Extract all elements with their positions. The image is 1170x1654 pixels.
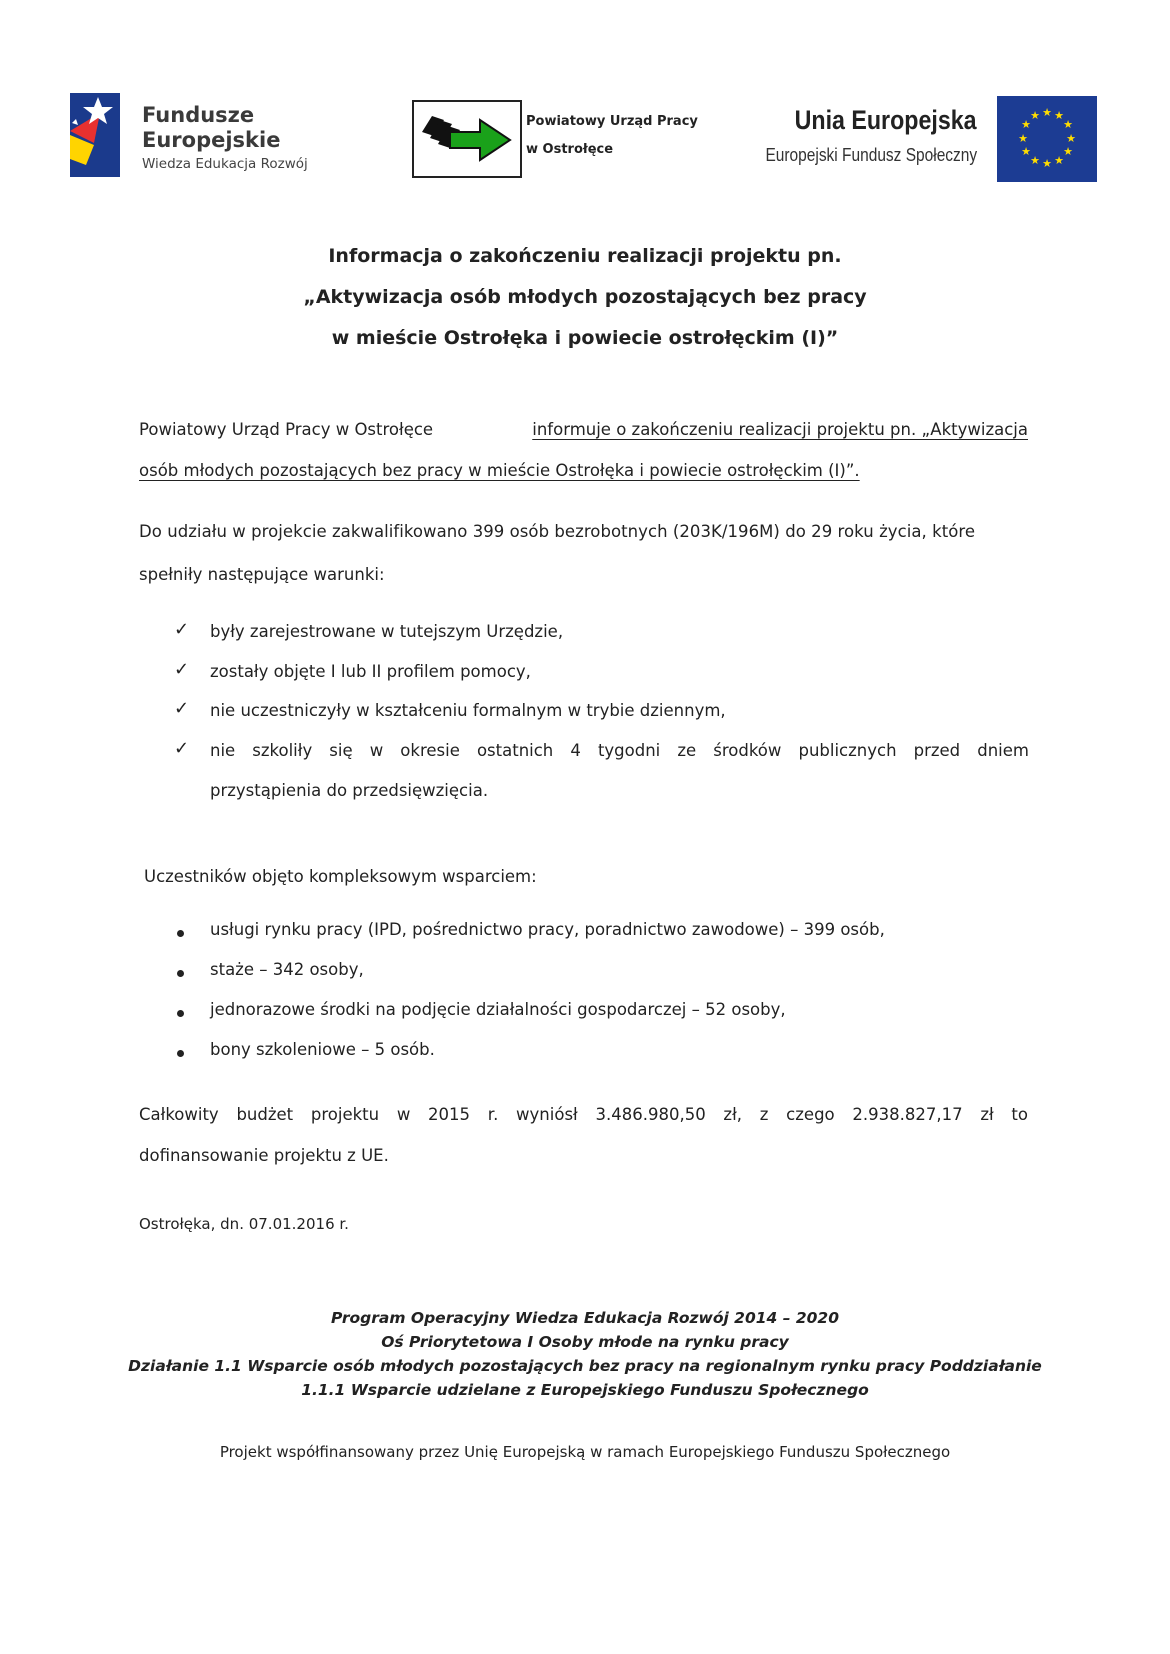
condition-item: były zarejestrowane w tutejszym Urzędzie, <box>210 622 564 641</box>
budget-line-2: dofinansowanie projektu z UE. <box>139 1146 389 1165</box>
fe-logo-line1: Fundusze <box>142 103 255 127</box>
intro-line-2 <box>139 461 1028 480</box>
document-title <box>120 236 1050 359</box>
fundusze-europejskie-logo <box>70 93 360 183</box>
condition-item: zostały objęte I lub II profilem pomocy, <box>210 662 531 681</box>
eu-flag-icon <box>997 96 1097 182</box>
support-item: usługi rynku pracy (IPD, pośrednictwo pracy, poradnictwo zawodowe) – 399 osób, <box>210 920 885 939</box>
intro-line-1 <box>139 420 1028 439</box>
place-date: Ostrołęka, dn. 07.01.2016 r. <box>139 1215 349 1233</box>
bullet-icon <box>177 1010 184 1017</box>
pup-logo-box <box>412 100 522 178</box>
svg-text:★: ★ <box>1054 109 1064 122</box>
title-line-2: „Aktywizacja osób młodych pozostających bez pracy <box>303 286 867 308</box>
intro-plain: Powiatowy Urząd Pracy w Ostrołęce <box>139 420 434 439</box>
pup-logo-line1: Powiatowy Urząd Pracy <box>526 114 698 129</box>
budget-line-1 <box>139 1105 1028 1124</box>
pup-logo <box>412 100 702 180</box>
eligibility-line-2: spełniły następujące warunki: <box>139 565 385 584</box>
bullet-icon <box>177 1050 184 1057</box>
support-item: jednorazowe środki na podjęcie działalności gospodarczej – 52 osoby, <box>210 1000 786 1019</box>
bullet-icon <box>177 930 184 937</box>
svg-text:★: ★ <box>1021 118 1031 131</box>
pup-logo-line2: w Ostrołęce <box>526 142 614 157</box>
svg-text:★: ★ <box>1042 106 1052 119</box>
ue-logo-subtitle: Europejski Fundusz Społeczny <box>765 145 977 165</box>
condition-item <box>210 741 1029 760</box>
check-icon: ✓ <box>174 698 190 718</box>
check-icon: ✓ <box>174 619 190 639</box>
fe-logo-subtitle: Wiedza Edukacja Rozwój <box>142 156 308 172</box>
program-line: Działanie 1.1 Wsparcie osób młodych pozostających bez pracy na regionalnym rynku pracy Poddziałanie <box>128 1357 1042 1375</box>
svg-text:★: ★ <box>1021 145 1031 158</box>
program-line: Program Operacyjny Wiedza Edukacja Rozwój 2014 – 2020 <box>330 1309 840 1327</box>
unia-europejska-logo <box>757 93 1097 185</box>
cofinancing-note: Projekt współfinansowany przez Unię Europejską w ramach Europejskiego Funduszu Społecznego <box>219 1443 951 1461</box>
title-line-1: Informacja o zakończeniu realizacji projektu pn. <box>328 245 842 267</box>
condition-item: nie uczestniczyły w kształceniu formalnym w trybie dziennym, <box>210 701 726 720</box>
svg-text:★: ★ <box>1063 118 1073 131</box>
program-line: 1.1.1 Wsparcie udzielane z Europejskiego Funduszu Społecznego <box>301 1381 869 1399</box>
condition-item-text: nie szkoliły się w okresie ostatnich 4 tygodni ze środków publicznych przed dniem <box>210 741 1029 760</box>
support-heading: Uczestników objęto kompleksowym wsparciem: <box>144 867 537 886</box>
arrow-right-icon <box>414 102 520 176</box>
fe-star-icon <box>70 93 120 177</box>
fe-logo-line2: Europejskie <box>142 128 281 152</box>
svg-text:★: ★ <box>1063 145 1073 158</box>
bullet-icon <box>177 970 184 977</box>
svg-text:★: ★ <box>1054 154 1064 167</box>
svg-text:★: ★ <box>1030 154 1040 167</box>
program-footer <box>120 1306 1050 1402</box>
svg-text:★: ★ <box>1042 157 1052 170</box>
budget-line-1-text: Całkowity budżet projektu w 2015 r. wyniósł 3.486.980,50 zł, z czego 2.938.827,17 zł to <box>139 1105 1028 1124</box>
support-item: bony szkoleniowe – 5 osób. <box>210 1040 435 1059</box>
eligibility-line-1: Do udziału w projekcie zakwalifikowano 399 osób bezrobotnych (203K/196M) do 29 roku życia, które <box>139 522 976 541</box>
ue-logo-title: Unia Europejska <box>795 105 977 135</box>
check-icon: ✓ <box>174 738 190 758</box>
intro-underlined-2: osób młodych pozostających bez pracy w mieście Ostrołęka i powiecie ostrołęckim (I)”. <box>139 461 860 480</box>
program-line: Oś Priorytetowa I Osoby młode na rynku pracy <box>381 1333 789 1351</box>
svg-text:★: ★ <box>1018 132 1028 145</box>
support-item: staże – 342 osoby, <box>210 960 364 979</box>
condition-item-continuation: przystąpienia do przedsięwzięcia. <box>210 781 489 800</box>
check-icon: ✓ <box>174 659 190 679</box>
intro-underlined-1: informuje o zakończeniu realizacji projektu pn. „Aktywizacja <box>532 420 1028 439</box>
title-line-3: w mieście Ostrołęka i powiecie ostrołęckim (I)” <box>331 327 839 349</box>
svg-text:★: ★ <box>1066 132 1076 145</box>
svg-text:★: ★ <box>1030 109 1040 122</box>
